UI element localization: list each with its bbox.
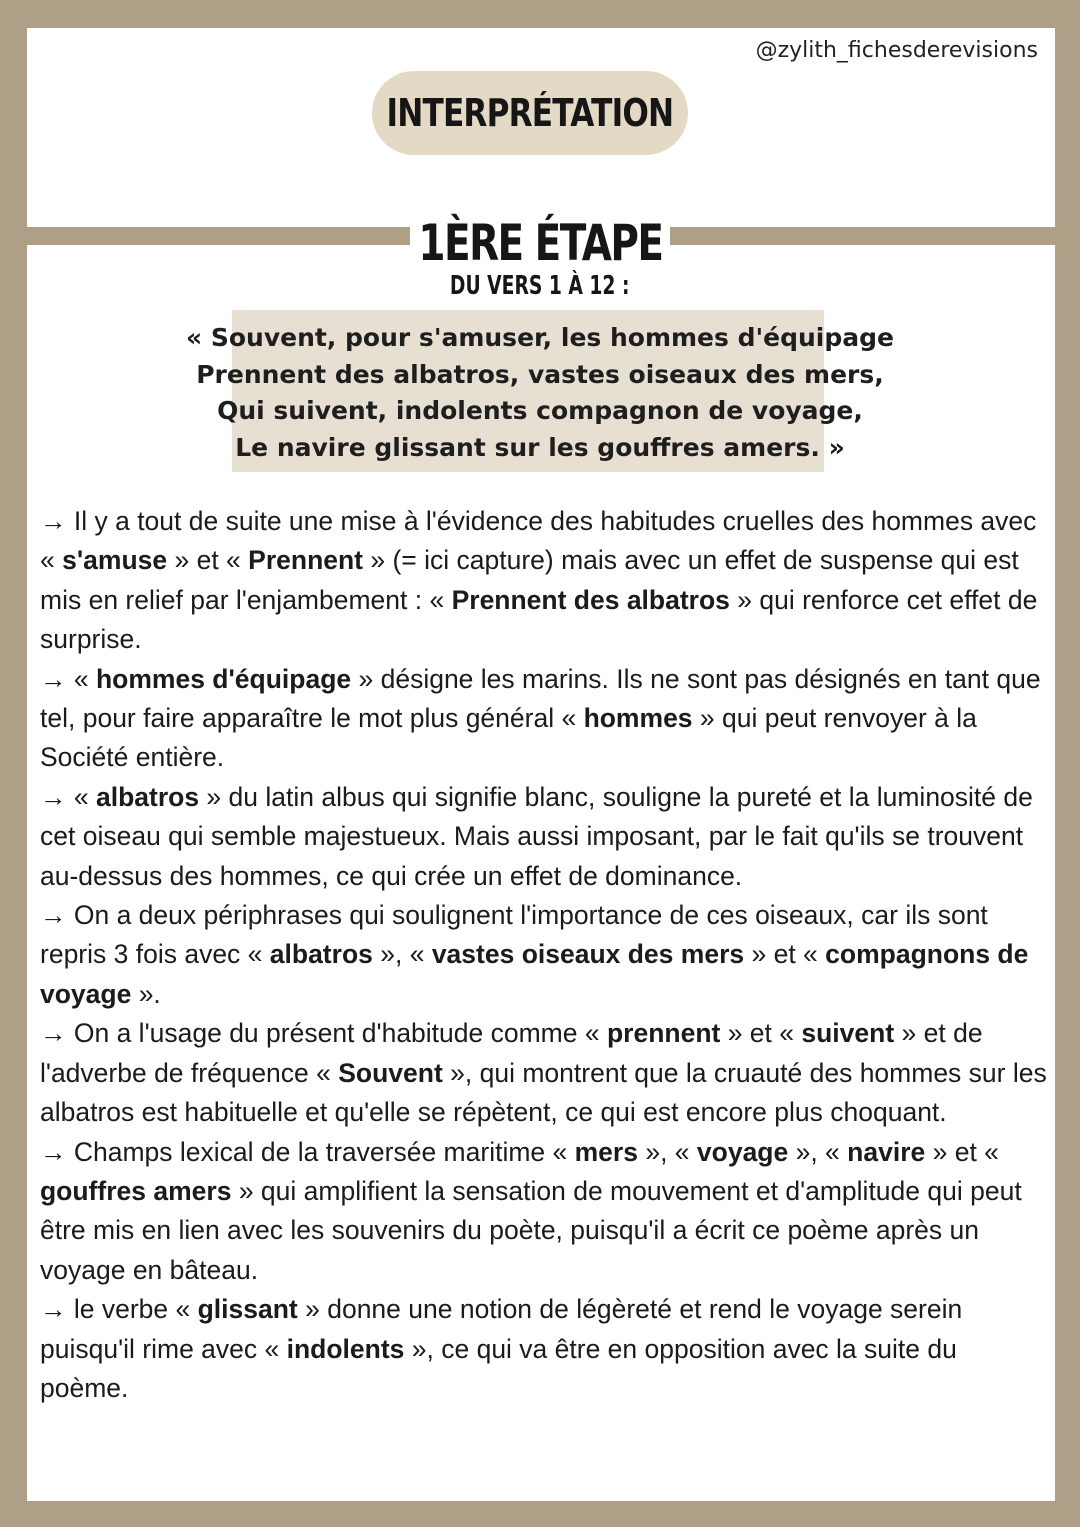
paragraph-text: », qui montrent que la cruauté des hommes sur les albatros est habituelle et qu'elle se répètent, ce qui est encore plus choquant. <box>40 1057 1047 1128</box>
quoted-term: compagnons de voyage <box>40 939 1029 1009</box>
quoted-term: s'amuse <box>62 545 168 576</box>
paragraph-text: → On a deux périphrases qui soulignent l'importance de ces oiseaux, car ils sont repris 3 fois avec « <box>40 900 988 970</box>
author-handle: @zylith_fichesderevisions <box>755 38 1038 63</box>
paragraph-text: » qui peut renvoyer à la Société entière. <box>40 703 977 773</box>
section-title-pill <box>372 71 688 155</box>
analysis-paragraph <box>40 1014 1050 1132</box>
quoted-term: hommes d'équipage <box>95 663 352 694</box>
paragraph-text: » et « <box>925 1136 999 1167</box>
quoted-term: glissant <box>197 1294 298 1325</box>
quoted-term: albatros <box>269 939 373 970</box>
paragraph-text: », ce qui va être en opposition avec la suite du poème. <box>40 1333 957 1403</box>
paragraph-text: → Il y a tout de suite une mise à l'évidence des habitudes cruelles des hommes avec « <box>40 506 1037 576</box>
paragraph-text: ». <box>131 978 161 1009</box>
quoted-term: vastes oiseaux des mers <box>431 939 745 970</box>
paragraph-text: » désigne les marins. Ils ne sont pas désignés en tant que tel, pour faire apparaître le mot plus général « <box>40 663 1041 734</box>
analysis-paragraph <box>40 896 1050 1014</box>
quoted-term: Prennent des albatros <box>451 584 730 615</box>
quote-line: Le navire glissant sur les gouffres amers. » <box>235 432 845 462</box>
quoted-term: suivent <box>801 1018 895 1049</box>
paragraph-text: » (= ici capture) mais avec un effet de suspense qui est mis en relief par l'enjambement : « <box>40 545 1019 615</box>
paragraph-text: → On a l'usage du présent d'habitude comme « <box>40 1018 607 1049</box>
paragraph-text: » et de l'adverbe de fréquence « <box>40 1018 983 1088</box>
analysis-paragraph <box>40 1290 1050 1408</box>
paragraph-text: », « <box>637 1136 697 1167</box>
quoted-term: navire <box>847 1136 926 1167</box>
analysis-paragraph <box>40 778 1050 896</box>
quote-line: Prennent des albatros, vastes oiseaux des mers, <box>196 359 884 389</box>
step-title-text: 1ÈRE ÉTAPE <box>417 214 663 272</box>
step-title <box>0 214 1080 272</box>
paragraph-text: » qui amplifient la sensation de mouvement et d'amplitude qui peut être mis en lien avec les souvenirs du poète, puisqu'il a écrit ce poème après un voyage en bâteau. <box>40 1175 1022 1285</box>
paragraph-text: », « <box>372 939 432 970</box>
paragraph-text: → « <box>40 663 96 694</box>
quote-line: « Souvent, pour s'amuser, les hommes d'équipage <box>186 323 894 352</box>
paragraph-text: → le verbe « <box>40 1294 198 1325</box>
paragraph-text: » et « <box>744 939 826 970</box>
poem-quote <box>0 320 1080 466</box>
paragraph-text: » qui renforce cet effet de surprise. <box>40 584 1038 655</box>
paragraph-text: » et « <box>167 545 249 576</box>
quoted-term: voyage <box>696 1136 789 1167</box>
quoted-term: Prennent <box>248 545 364 576</box>
quoted-term: albatros <box>95 781 200 812</box>
paragraph-text: » et « <box>720 1018 802 1049</box>
paragraph-text: » du latin albus qui signifie blanc, souligne la pureté et la luminosité de cet oiseau qui semble majestueux. Mais aussi imposant, par le fait qu'ils se trouvent au-dessus des hommes, ce qui crée un effet de dominance. <box>40 781 1033 891</box>
step-subtitle-text: DU VERS 1 À 12 : <box>450 271 630 301</box>
quoted-term: indolents <box>286 1333 405 1364</box>
quoted-term: Souvent <box>338 1057 443 1088</box>
paragraph-text: → « <box>40 781 96 812</box>
quoted-term: hommes <box>583 703 693 734</box>
paragraph-text: → Champs lexical de la traversée maritime « <box>40 1136 575 1167</box>
analysis-paragraph <box>40 660 1050 778</box>
paragraph-text: », « <box>788 1136 848 1167</box>
analysis-paragraph <box>40 1133 1050 1291</box>
analysis-paragraph <box>40 502 1050 660</box>
quoted-term: prennent <box>606 1018 721 1049</box>
section-title: INTERPRÉTATION <box>386 91 674 135</box>
step-subtitle <box>0 271 1080 301</box>
paragraph-text: » donne une notion de légèreté et rend le voyage serein puisqu'il rime avec « <box>40 1294 963 1364</box>
quoted-term: mers <box>574 1136 638 1167</box>
quote-line: Qui suivent, indolents compagnon de voyage, <box>217 396 863 425</box>
quoted-term: gouffres amers <box>40 1175 232 1206</box>
analysis-text <box>40 502 1050 1408</box>
